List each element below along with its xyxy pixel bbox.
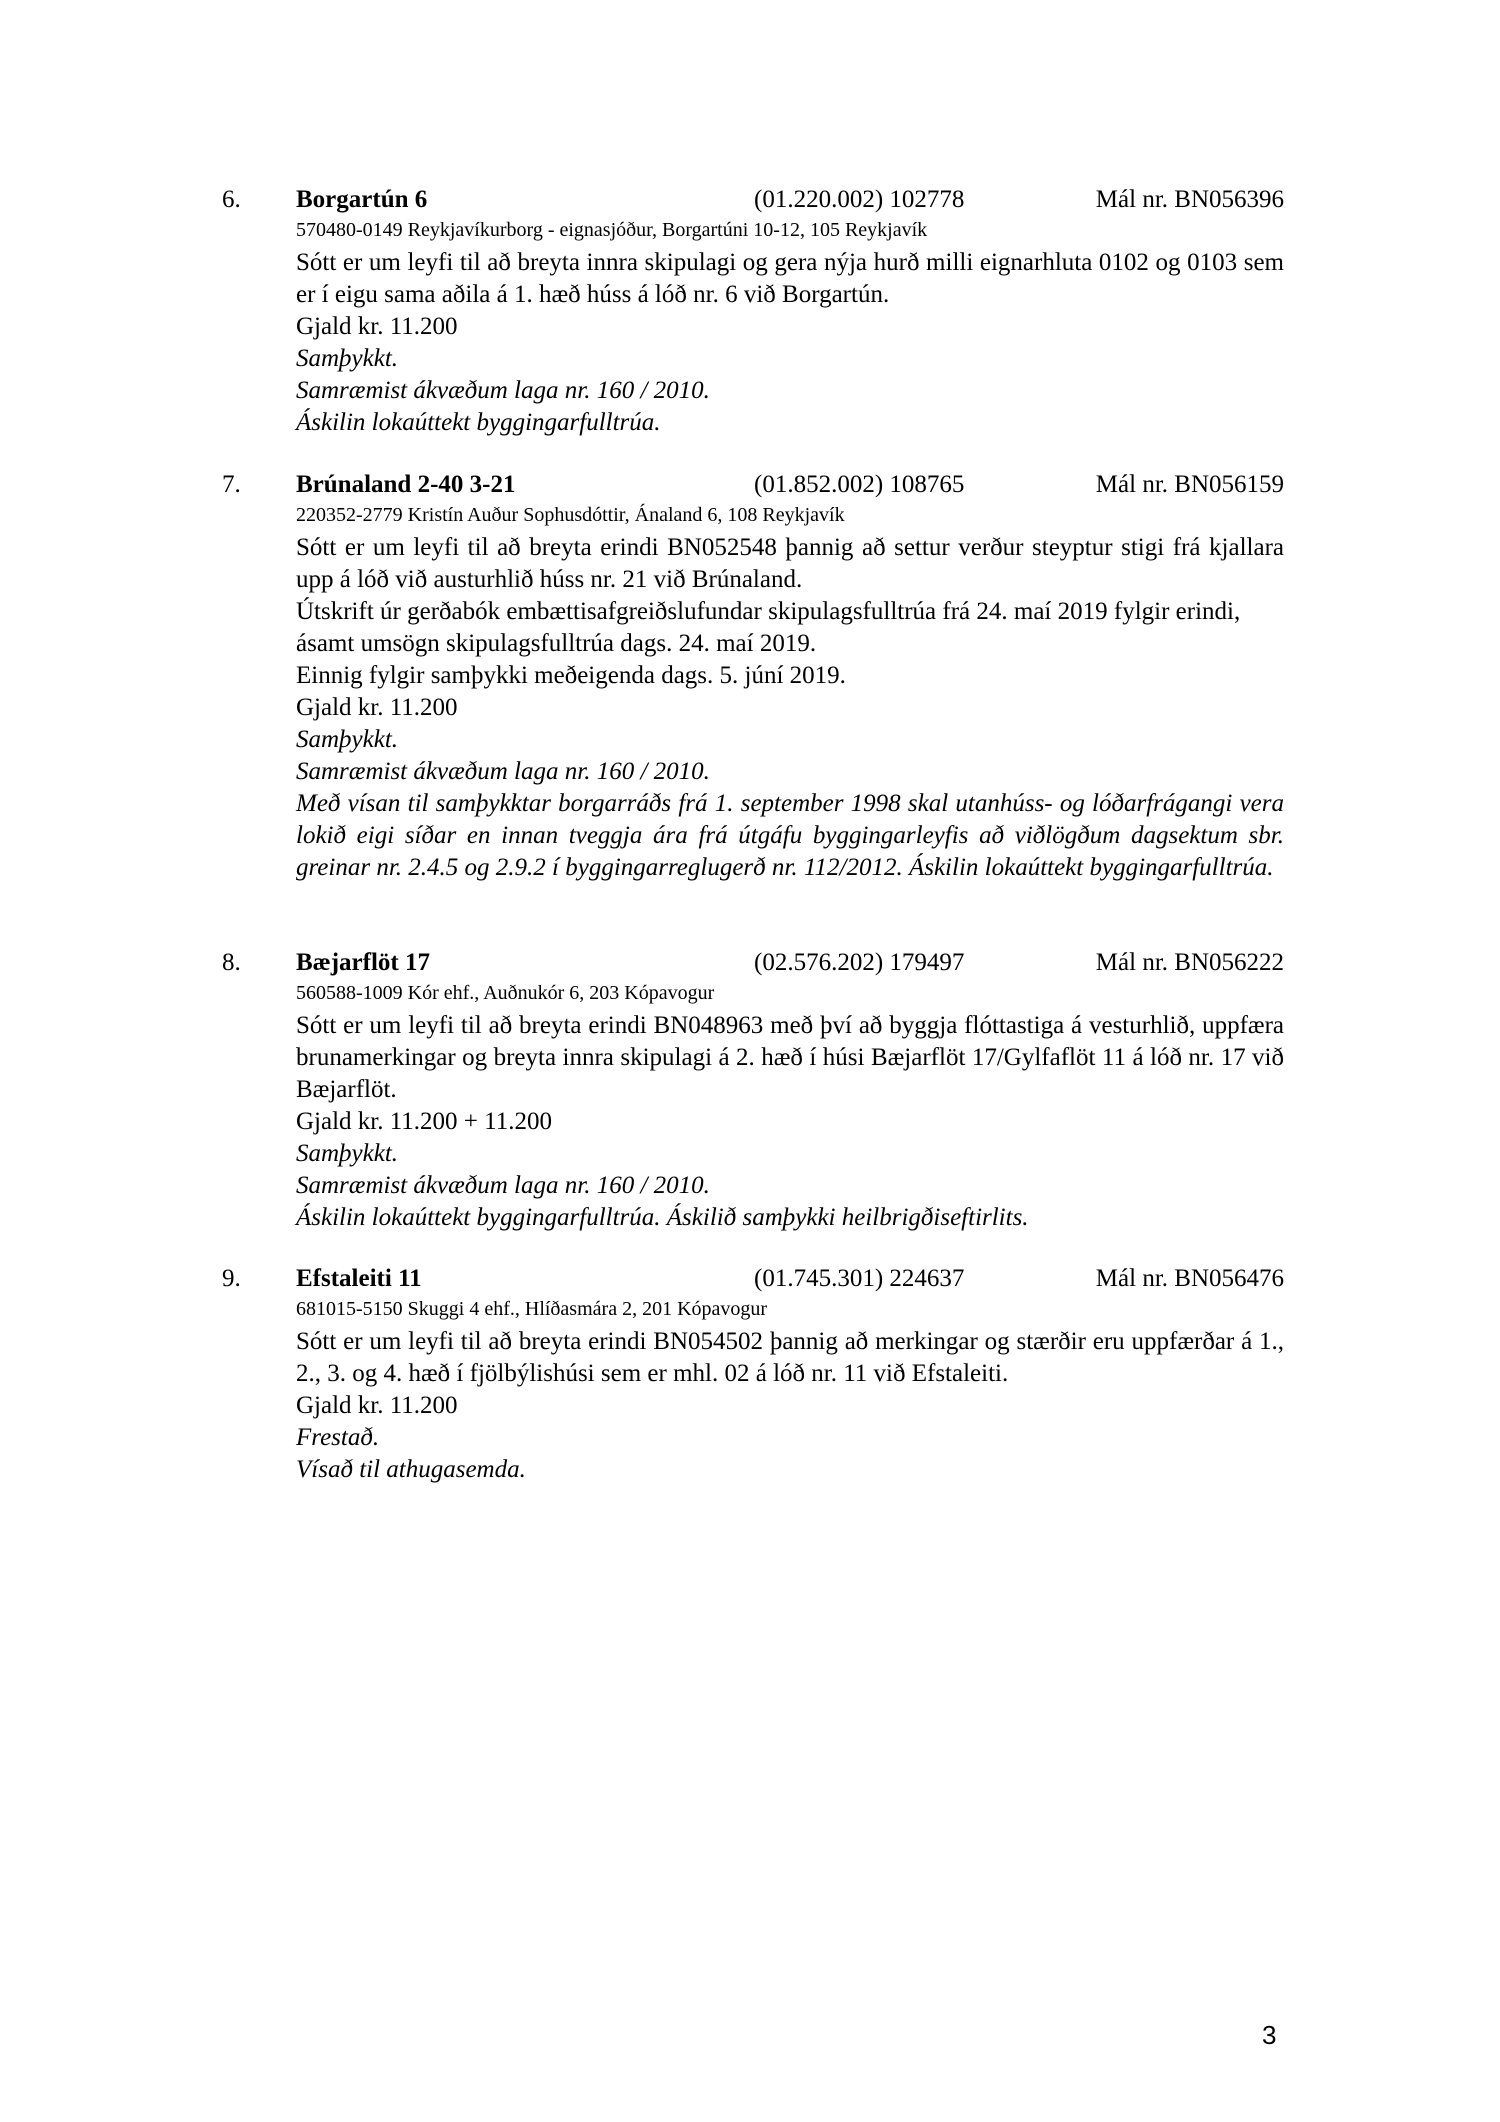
- case-address: Bæjarflöt 17: [296, 949, 430, 976]
- case-body: [296, 217, 1284, 439]
- case-body: [296, 1296, 1284, 1486]
- page-number: 3: [1262, 2020, 1277, 2050]
- case-decision: Samþykkt.: [296, 1140, 399, 1167]
- case-decision: Frestað.: [296, 1424, 380, 1451]
- case-number: 6.: [222, 186, 241, 213]
- case-description: Sótt er um leyfi til að breyta erindi BN052548 þannig að settur verður steyptur stigi frá kjallara upp á lóð við austurhlið húss nr. 21 við Brúnaland.: [296, 534, 1284, 593]
- case-description: Sótt er um leyfi til að breyta innra skipulagi og gera nýja hurð milli eignarhluta 0102 og 0103 sem er í eigu sama aðila á 1. hæð húss á lóð nr. 6 við Borgartún.: [296, 249, 1284, 308]
- case-decision-law: Samræmist ákvæðum laga nr. 160 / 2010.: [296, 377, 710, 404]
- case-item: [222, 1262, 1284, 1486]
- case-fee: Gjald kr. 11.200 + 11.200: [296, 1108, 552, 1135]
- case-address: Efstaleiti 11: [296, 1265, 422, 1292]
- case-description: Sótt er um leyfi til að breyta erindi BN054502 þannig að merkingar og stærðir eru uppfærðar á 1., 2., 3. og 4. hæð í fjölbýlishúsi sem er mhl. 02 á lóð nr. 11 við Efstaleiti.: [296, 1328, 1284, 1387]
- case-file-number: Mál nr. BN056396: [1095, 186, 1284, 213]
- case-note: Einnig fylgir samþykki meðeigenda dags. 5. júní 2019.: [296, 662, 846, 689]
- case-header: [222, 946, 1284, 980]
- case-fee: Gjald kr. 11.200: [296, 1392, 458, 1419]
- case-property-ref: (02.576.202) 179497: [754, 949, 965, 976]
- case-property-ref: (01.852.002) 108765: [754, 471, 965, 498]
- case-number: 8.: [222, 949, 241, 976]
- case-description: Sótt er um leyfi til að breyta erindi BN048963 með því að byggja flóttastiga á vesturhlið, uppfæra brunamerkingar og breyta innra skipulagi á 2. hæð í húsi Bæjarflöt 17/Gylfaflöt 11 á lóð nr. 17 við Bæjarflöt.: [296, 1012, 1284, 1103]
- case-number: 7.: [222, 471, 241, 498]
- case-item: [222, 183, 1284, 439]
- case-applicant: 681015-5150 Skuggi 4 ehf., Hlíðasmára 2, 201 Kópavogur: [296, 1298, 768, 1320]
- case-file-number: Mál nr. BN056159: [1095, 471, 1284, 498]
- case-property-ref: (01.220.002) 102778: [754, 186, 965, 213]
- case-decision-condition: Áskilin lokaúttekt byggingarfulltrúa. Áskilið samþykki heilbrigðiseftirlits.: [296, 1204, 1029, 1231]
- case-item: [222, 946, 1284, 1234]
- case-decision-note: Vísað til athugasemda.: [296, 1456, 526, 1483]
- case-item: [222, 468, 1284, 884]
- case-decision-note: Með vísan til samþykktar borgarráðs frá 1. september 1998 skal utanhúss- og lóðarfrágangi vera lokið eigi síðar en innan tveggja ára frá útgáfu byggingarleyfis að viðlögðum dagsektum sbr. greinar nr. 2.4.5 og 2.9.2 í byggingarreglugerð nr. 112/2012. Áskilin lokaúttekt byggingarfulltrúa.: [296, 790, 1284, 881]
- case-file-number: Mál nr. BN056476: [1095, 1265, 1284, 1292]
- case-fee: Gjald kr. 11.200: [296, 694, 458, 721]
- case-fee: Gjald kr. 11.200: [296, 313, 458, 340]
- case-applicant: 570480-0149 Reykjavíkurborg - eignasjóður, Borgartúni 10-12, 105 Reykjavík: [296, 219, 928, 241]
- case-decision-condition: Áskilin lokaúttekt byggingarfulltrúa.: [296, 409, 661, 436]
- case-decision: Samþykkt.: [296, 726, 399, 753]
- case-address: Borgartún 6: [296, 186, 428, 213]
- case-applicant: 220352-2779 Kristín Auður Sophusdóttir, Ánaland 6, 108 Reykjavík: [296, 504, 845, 526]
- case-applicant: 560588-1009 Kór ehf., Auðnukór 6, 203 Kópavogur: [296, 982, 715, 1004]
- case-header: [222, 468, 1284, 502]
- case-decision-law: Samræmist ákvæðum laga nr. 160 / 2010.: [296, 758, 710, 785]
- case-note: Útskrift úr gerðabók embættisafgreiðslufundar skipulagsfulltrúa frá 24. maí 2019 fylgir erindi, ásamt umsögn skipulagsfulltrúa dags. 24. maí 2019.: [296, 598, 1241, 657]
- case-property-ref: (01.745.301) 224637: [754, 1265, 965, 1292]
- case-header: [222, 1262, 1284, 1296]
- case-body: [296, 980, 1284, 1234]
- case-decision: Samþykkt.: [296, 345, 399, 372]
- case-file-number: Mál nr. BN056222: [1095, 949, 1284, 976]
- case-header: [222, 183, 1284, 217]
- case-address: Brúnaland 2-40 3-21: [296, 471, 516, 498]
- case-body: [296, 502, 1284, 884]
- case-number: 9.: [222, 1265, 241, 1292]
- case-decision-law: Samræmist ákvæðum laga nr. 160 / 2010.: [296, 1172, 710, 1199]
